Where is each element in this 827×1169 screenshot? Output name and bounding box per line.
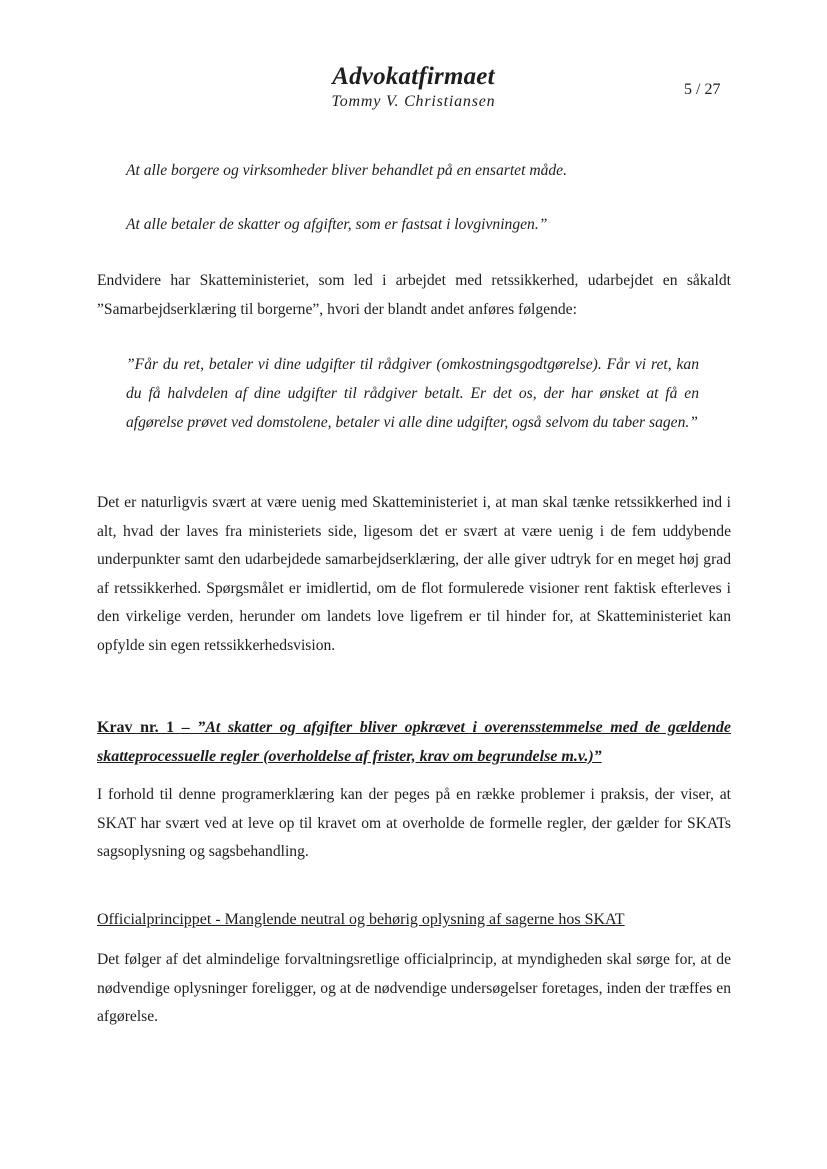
paragraph-4: Det følger af det almindelige forvaltningsretlige officialprincip, at myndigheden skal sørge for, at de nødvendige oplysninger foreligger, og at de nødvendige undersøgelser foretages, inden der træffes en afgørelse.: [97, 951, 731, 1025]
paragraph-3: I forhold til denne programerklæring kan der peges på en række problemer i praksis, der viser, at SKAT har svært ved at leve op til kravet om at overholde de formelle regler, der gælder for SKATs sagsoplysning og sagsbehandling.: [97, 786, 731, 860]
quote-3: ”Får du ret, betaler vi dine udgifter til rådgiver (omkostningsgodtgørelse). Får vi ret, kan du få halvdelen af dine udgifter til rådgiver betalt. Er det os, der har ønsket at få en afgørelse prøvet ved domstolene, betaler vi alle dine udgifter, også selvom du taber sagen.”: [126, 356, 699, 431]
paragraph-2: Det er naturligvis svært at være uenig med Skatteministeriet i, at man skal tænke retssikkerhed ind i alt, hvad der laves fra ministeriets side, ligesom det er svært at være uenig i de fem uddybende underpunkter samt den udarbejdede samarbejdserklæring, der alle giver udtryk for en meget høj grad af retssikkerhed. Spørgsmålet er imidlertid, om de flot formulerede visioner rent faktisk efterleves i den virkelige verden, herunder om landets love ligefrem er til hinder for, at Skatteministeriet kan opfylde sin egen retssikkerhedsvision.: [97, 494, 731, 654]
section-heading-krav-1: [97, 714, 731, 771]
heading-krav-lead: Krav nr. 1 –: [97, 719, 198, 736]
page-number: 5 / 27: [684, 81, 721, 98]
firm-person-name: Tommy V. Christiansen: [331, 93, 496, 110]
subheading-officialprincippet: Officialprincippet - Manglende neutral og behørig oplysning af sagerne hos SKAT: [97, 911, 625, 928]
quote-2: At alle betaler de skatter og afgifter, som er fastsat i lovgivningen.”: [126, 216, 548, 233]
paragraph-1: Endvidere har Skatteministeriet, som led i arbejdet med retssikkerhed, udarbejdet en såkaldt ”Samarbejdserklæring til borgerne”, hvori der blandt andet anføres følgende:: [97, 272, 731, 318]
firm-name: Advokatfirmaet: [332, 63, 495, 90]
heading-krav-title: ”At skatter og afgifter bliver opkrævet i overensstemmelse med de gældende skatteprocessuelle regler (overholdelse af frister, krav om begrundelse m.v.)”: [97, 719, 732, 765]
quote-1: At alle borgere og virksomheder bliver behandlet på en ensartet måde.: [126, 162, 567, 179]
